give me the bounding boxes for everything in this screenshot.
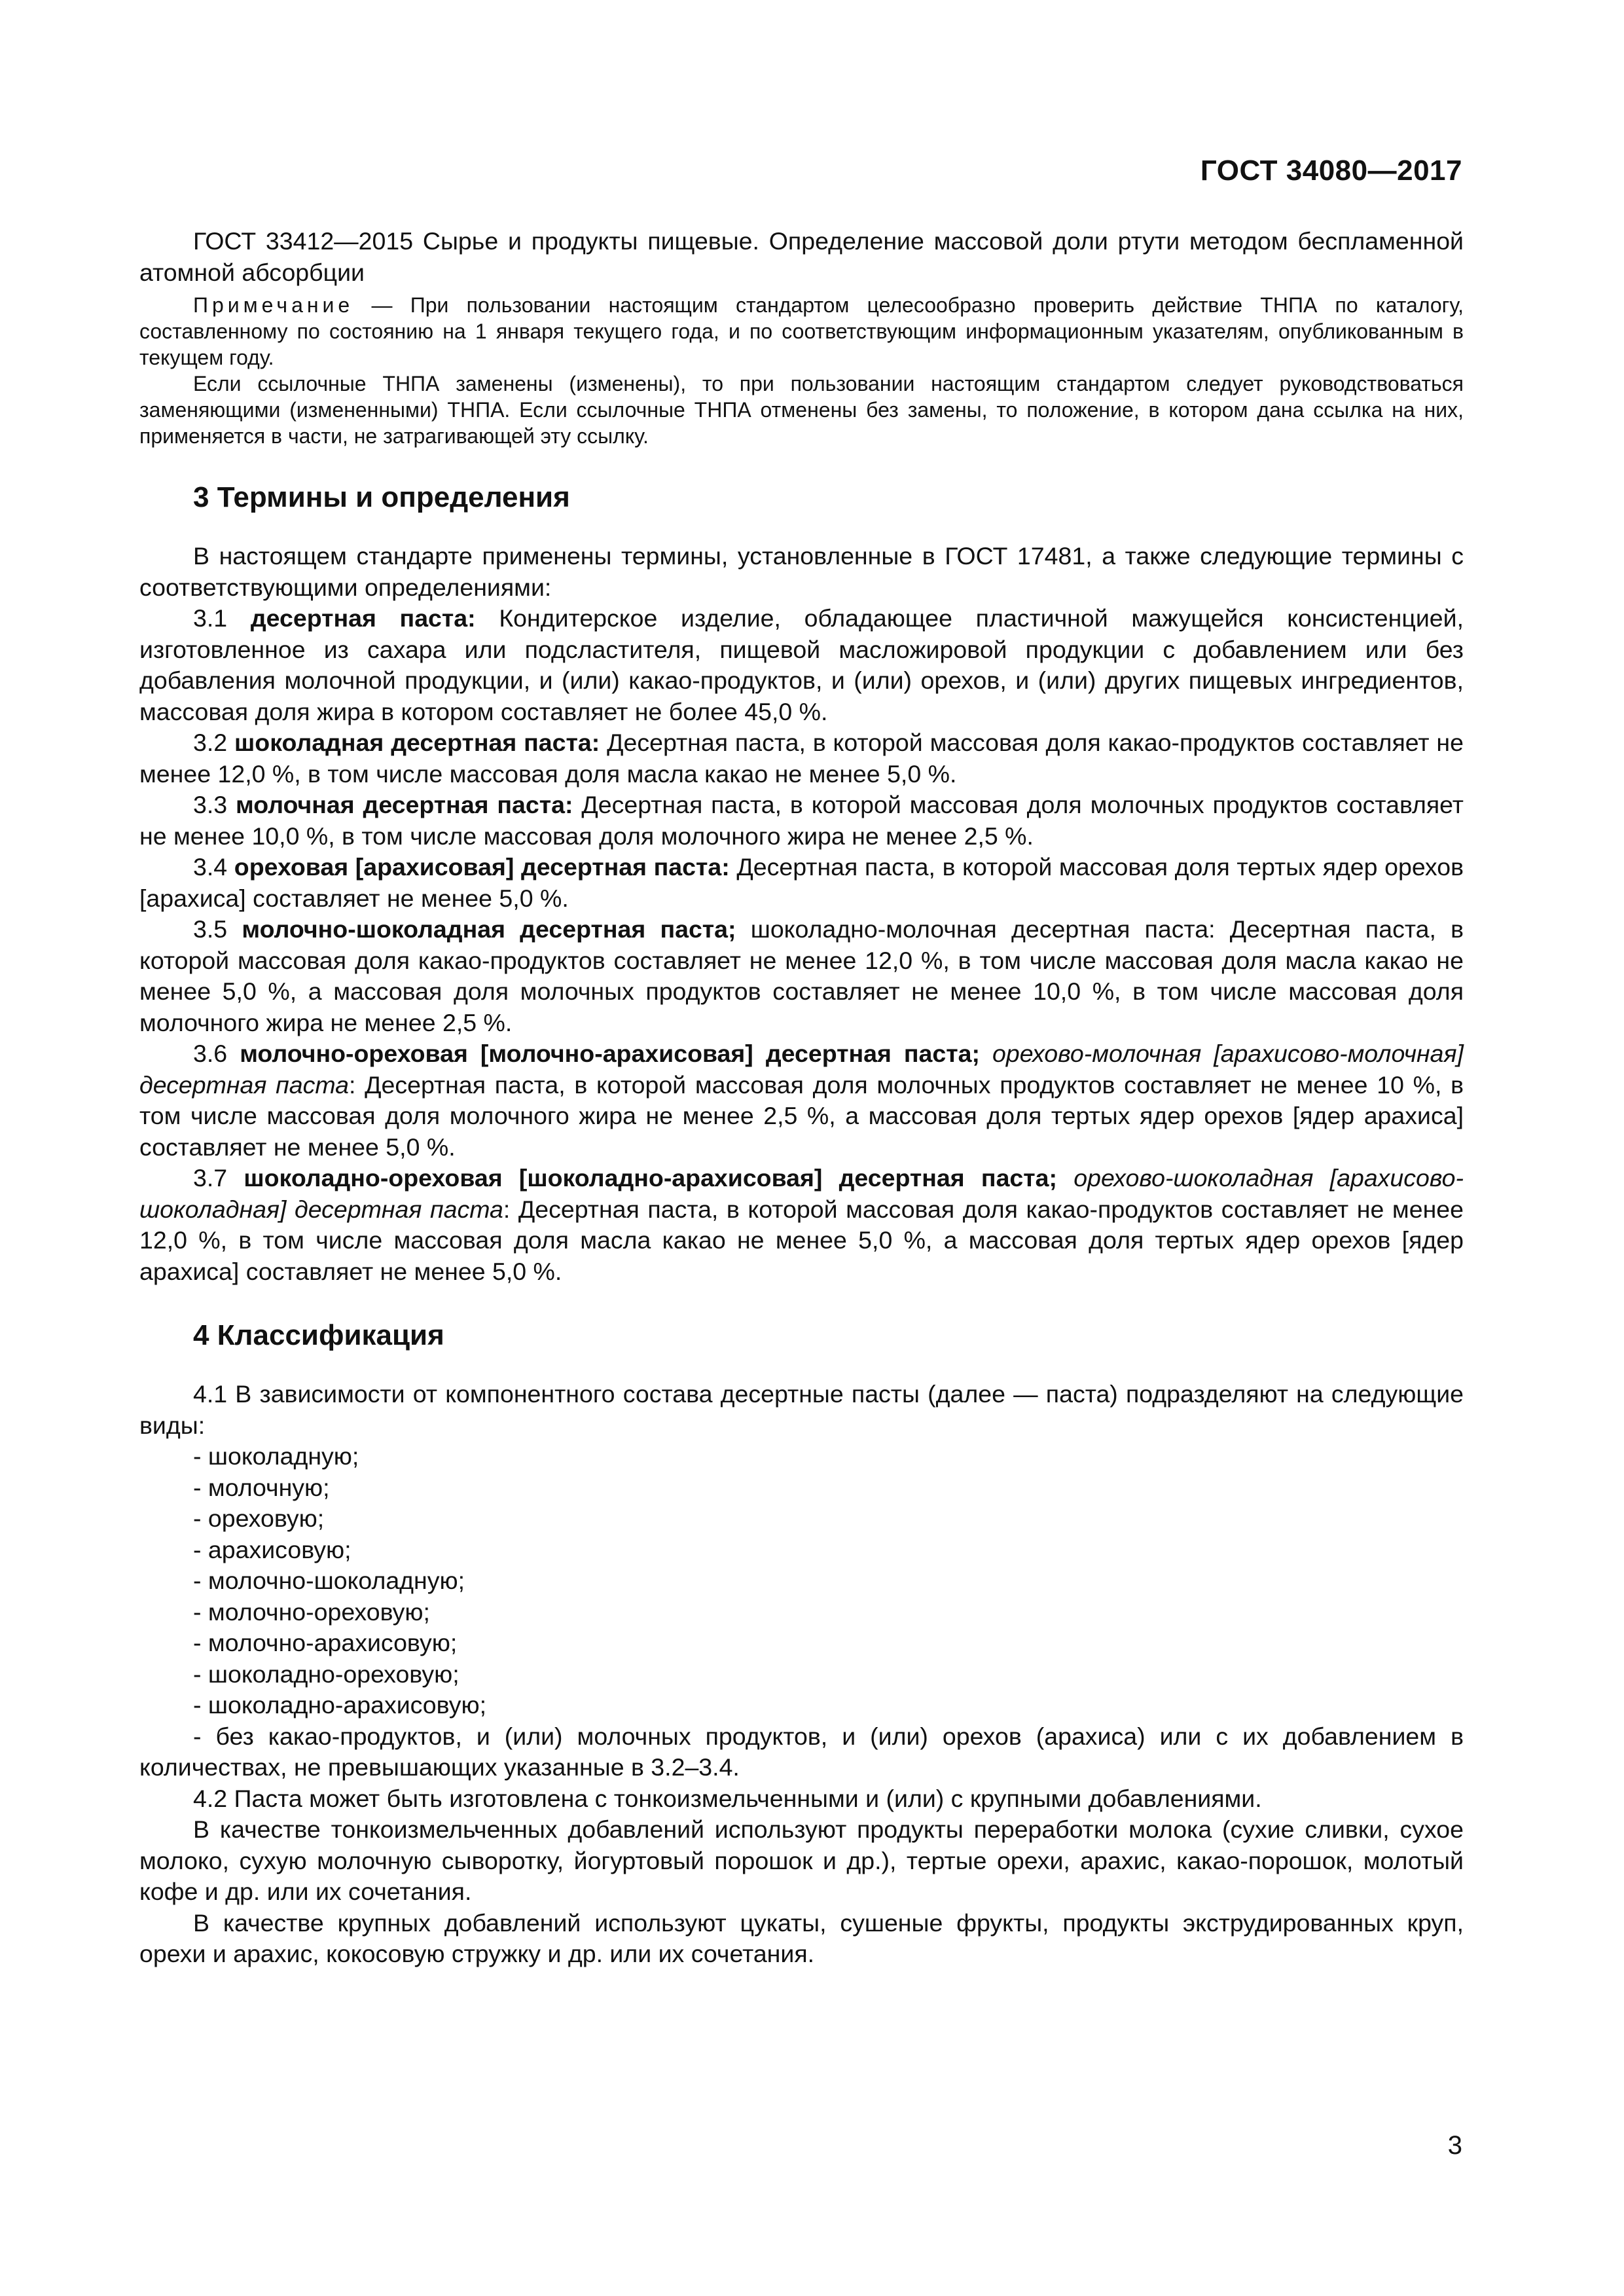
term-name: молочно-ореховая [молочно-арахисовая] десертная паста;: [240, 1040, 980, 1067]
list-item: - молочно-шоколадную;: [193, 1567, 465, 1594]
term-name: молочно-шоколадная десертная паста;: [242, 915, 736, 943]
term-3-7: [139, 1163, 1464, 1287]
list-item: - ореховую;: [193, 1504, 325, 1532]
clause-4-2-fine-additions: В качестве тонкоизмельченных добавлений используют продукты переработки молока (сухие сливки, сухое молоко, сухую молочную сыворотку, йогуртовый порошок и др.), тертые орехи, арахис, какао-порошок, молотый кофе и др. или их сочетания.: [139, 1815, 1464, 1905]
term-definition: : Десертная паста, в которой массовая доля молочных продуктов составляет не менее 10 %, в том числе массовая доля молочного жира не менее 2,5 %, а массовая доля тертых ядер орехов [ядер арахиса] составляет не менее 5,0 %.: [139, 1070, 1464, 1161]
term-definition: : Десертная паста, в которой массовая доля какао-продуктов составляет не менее 12,0 %, в том числе массовая доля масла какао не менее 5,0 %, а массовая доля тертых ядер орехов [ядер арахиса] составляет не менее 5,0 %.: [139, 1195, 1464, 1285]
term-name: десертная паста:: [250, 604, 476, 632]
term-number: 3.5: [193, 915, 242, 943]
section-3-heading: 3 Термины и определения: [193, 481, 570, 513]
note-text: — При пользовании настоящим стандартом целесообразно проверить действие ТНПА по каталогу, составленному по состоянию на 1 января текущего года, и по соответствующим информационным указателям, опубликованным в текущем году.: [139, 293, 1464, 369]
page-body: [139, 226, 1464, 1970]
term-3-3: [139, 790, 1464, 852]
list-item: - молочно-арахисовую;: [193, 1629, 458, 1656]
term-number: 3.1: [193, 604, 251, 632]
section-3-intro: В настоящем стандарте применены термины, установленные в ГОСТ 17481, а также следующие термины с соответствующими определениями:: [139, 542, 1464, 601]
term-3-4: [139, 852, 1464, 914]
term-definition: Десертная паста, в которой массовая доля тертых ядер орехов [арахиса] составляет не менее 5,0 %.: [139, 853, 1464, 912]
list-item: - молочно-ореховую;: [193, 1597, 430, 1626]
list-item: - шоколадную;: [193, 1442, 359, 1470]
list-item: - молочную;: [193, 1473, 330, 1501]
term-name: ореховая [арахисовая] десертная паста:: [234, 853, 730, 881]
note-paragraph-2: Если ссылочные ТНПА заменены (изменены), то при пользовании настоящим стандартом следует руководствоваться заменяющими (измененными) ТНПА. Если ссылочные ТНПА отменены без замены, то положение, в котором дана ссылка на них, применяется в части, не затрагивающей эту ссылку.: [139, 372, 1464, 448]
list-item: - арахисовую;: [193, 1535, 352, 1563]
document-header-id: ГОСТ 34080—2017: [1200, 155, 1462, 187]
page-number: 3: [1447, 2131, 1462, 2160]
note-paragraph: [139, 292, 1464, 371]
term-name: молочная десертная паста:: [235, 791, 573, 818]
term-synonym: орехово-шоколадная [арахисово-шоколадная] десертная паста: [139, 1164, 1464, 1223]
note-label: Примечание: [193, 293, 354, 317]
term-definition: Десертная паста, в которой массовая доля какао-продуктов составляет не менее 12,0 %, в том числе массовая доля масла какао не менее 5,0 %.: [139, 729, 1464, 788]
term-3-1: [139, 603, 1464, 727]
list-item: - без какао-продуктов, и (или) молочных продуктов, и (или) орехов (арахиса) или с их добавлением в количествах, не превышающих указанные в 3.2–3.4.: [139, 1722, 1464, 1781]
clause-4-2: 4.2 Паста может быть изготовлена с тонкоизмельченными и (или) с крупными добавлениями.: [193, 1784, 1262, 1812]
section-4-heading: 4 Классификация: [193, 1319, 444, 1351]
term-definition: Кондитерское изделие, обладающее пластичной мажущейся консистенцией, изготовленное из сахара или подсластителя, пищевой масложировой продукции с добавлением или без добавления молочной продукции, и (или) какао-продуктов, и (или) орехов, и (или) других пищевых ингредиентов, массовая доля жира в котором составляет не более 45,0 %.: [139, 604, 1464, 725]
term-definition: шоколадно-молочная десертная паста: Десертная паста, в которой массовая доля какао-продуктов составляет не менее 12,0 %, в том числе массовая доля масла какао не менее 5,0 %, а массовая доля молочных продуктов составляет не менее 10,0 %, в том числе массовая доля молочного жира не менее 2,5 %.: [139, 915, 1464, 1036]
clause-4-2-coarse-additions: В качестве крупных добавлений используют цукаты, сушеные фрукты, продукты экструдированных круп, орехи и арахис, кокосовую стружку и др. или их сочетания.: [139, 1908, 1464, 1967]
term-3-6: [139, 1038, 1464, 1163]
term-number: 3.4: [193, 853, 234, 881]
list-item: - шоколадно-арахисовую;: [193, 1691, 487, 1719]
term-number: 3.2: [193, 729, 235, 756]
kinds-list: [139, 1441, 1464, 1783]
list-item: - шоколадно-ореховую;: [193, 1660, 460, 1688]
clause-4-1: 4.1 В зависимости от компонентного состава десертные пасты (далее — паста) подразделяют на следующие виды:: [139, 1380, 1464, 1439]
term-synonym: орехово-молочная [арахисово-молочная] десертная паста: [139, 1040, 1464, 1099]
term-name: шоколадно-ореховая [шоколадно-арахисовая] десертная паста;: [244, 1164, 1057, 1192]
term-number: 3.6: [193, 1040, 240, 1067]
term-definition: Десертная паста, в которой массовая доля молочных продуктов составляет не менее 10,0 %, в том числе массовая доля молочного жира не менее 2,5 %.: [139, 791, 1464, 850]
term-3-5: [139, 914, 1464, 1038]
term-number: 3.7: [193, 1164, 244, 1192]
term-number: 3.3: [193, 791, 236, 818]
normative-reference-gost-33412: ГОСТ 33412—2015 Сырье и продукты пищевые. Определение массовой доли ртути методом беспламенной атомной абсорбции: [139, 227, 1464, 286]
term-name: шоколадная десертная паста:: [234, 729, 600, 756]
term-3-2: [139, 727, 1464, 790]
